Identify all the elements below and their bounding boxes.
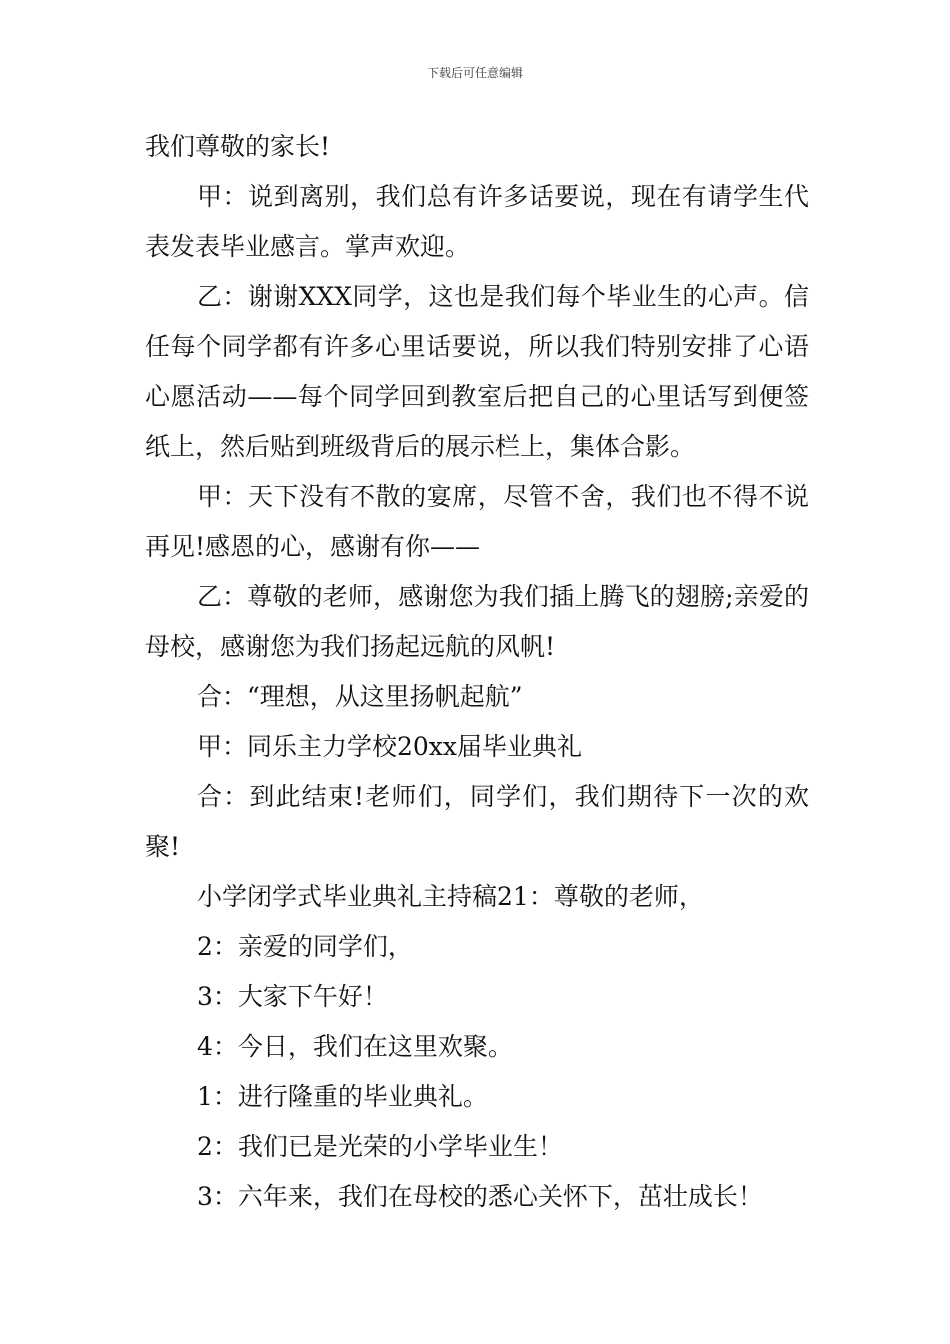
- paragraph-6: 合：“理想，从这里扬帆起航”: [197, 682, 523, 711]
- paragraph-15: 3：六年来，我们在母校的悉心关怀下，茁壮成长！: [197, 1182, 763, 1211]
- paragraph-4: 甲：天下没有不散的宴席，尽管不舍，我们也不得不说再见!感恩的心，感谢有你——: [145, 482, 809, 561]
- page-header: 下载后可任意编辑: [426, 66, 523, 80]
- paragraph-3: 乙：谢谢XXX同学，这也是我们每个毕业生的心声。信任每个同学都有许多心里话要说，所以我们特别安排了心语心愿活动——每个同学回到教室后把自己的心里话写到便签纸上，然后贴到班级背后的展示栏上，集体合影。: [145, 282, 809, 461]
- paragraph-5: 乙：尊敬的老师，感谢您为我们插上腾飞的翅膀;亲爱的母校，感谢您为我们扬起远航的风帆!: [145, 582, 809, 661]
- paragraph-2: 甲：说到离别，我们总有许多话要说，现在有请学生代表发表毕业感言。掌声欢迎。: [145, 182, 809, 261]
- paragraph-13: 1：进行隆重的毕业典礼。: [197, 1082, 488, 1111]
- paragraph-11: 3：大家下午好！: [197, 982, 388, 1011]
- paragraph-1: 我们尊敬的家长!: [145, 132, 331, 161]
- paragraph-12: 4：今日，我们在这里欢聚。: [197, 1032, 513, 1061]
- paragraph-14: 2：我们已是光荣的小学毕业生！: [197, 1132, 563, 1161]
- document-body: [145, 122, 809, 1222]
- paragraph-7: 甲：同乐主力学校20xx届毕业典礼: [197, 732, 583, 761]
- paragraph-8: 合：到此结束!老师们，同学们，我们期待下一次的欢聚!: [145, 782, 809, 861]
- paragraph-9: 小学闭学式毕业典礼主持稿21：尊敬的老师，: [197, 882, 704, 911]
- paragraph-10: 2：亲爱的同学们，: [197, 932, 413, 961]
